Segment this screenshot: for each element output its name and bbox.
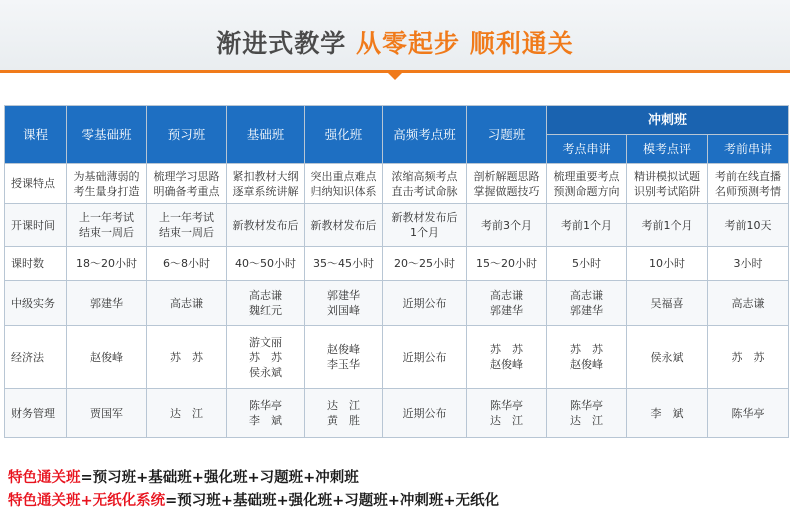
- table-cell: 20～25小时: [383, 247, 467, 281]
- header-corner: 课程: [5, 106, 67, 164]
- table-cell: 上一年考试 结束一周后: [67, 204, 147, 247]
- table-cell: 考前10天: [708, 204, 789, 247]
- table-cell: 陈华亭: [708, 389, 789, 438]
- footer-line-2: [8, 489, 499, 510]
- table-cell: 浓缩高频考点 直击考试命脉: [383, 164, 467, 204]
- table-cell: 李 斌: [627, 389, 708, 438]
- header-class-3: 强化班: [305, 106, 383, 164]
- table-row: [5, 281, 789, 326]
- table-cell: 剖析解题思路 掌握做题技巧: [467, 164, 547, 204]
- row-header: 中级实务: [5, 281, 67, 326]
- table-cell: 高志谦 郭建华: [547, 281, 627, 326]
- row-header: 财务管理: [5, 389, 67, 438]
- table-cell: 近期公布: [383, 281, 467, 326]
- header-sprint-sub-1: 模考点评: [627, 135, 708, 164]
- table-row: [5, 389, 789, 438]
- table-cell: 10小时: [627, 247, 708, 281]
- header-class-5: 习题班: [467, 106, 547, 164]
- table-cell: 贾国军: [67, 389, 147, 438]
- table-cell: 陈华亭 达 江: [467, 389, 547, 438]
- table-cell: 紧扣教材大纲 逐章系统讲解: [227, 164, 305, 204]
- title-divider-arrow: [387, 72, 403, 80]
- page-title: [0, 24, 790, 60]
- footer-line-1-text: =预习班+基础班+强化班+习题班+冲刺班: [80, 470, 359, 486]
- table-cell: 陈华亭 李 斌: [227, 389, 305, 438]
- table-cell: 苏 苏: [708, 326, 789, 389]
- footer-line-1: [8, 466, 359, 487]
- table-cell: 新教材发布后 1个月: [383, 204, 467, 247]
- table-cell: 近期公布: [383, 389, 467, 438]
- table-cell: 18～20小时: [67, 247, 147, 281]
- table-cell: 3小时: [708, 247, 789, 281]
- course-table: [4, 105, 789, 438]
- table-cell: 6～8小时: [147, 247, 227, 281]
- title-part1: 渐进式教学: [216, 29, 347, 58]
- row-header: 授课特点: [5, 164, 67, 204]
- row-header: 开课时间: [5, 204, 67, 247]
- table-cell: 35～45小时: [305, 247, 383, 281]
- table-cell: 梳理重要考点 预测命题方向: [547, 164, 627, 204]
- table-cell: 新教材发布后: [305, 204, 383, 247]
- table-cell: 苏 苏 赵俊峰: [467, 326, 547, 389]
- table-cell: 苏 苏 赵俊峰: [547, 326, 627, 389]
- header-sprint-sub-0: 考点串讲: [547, 135, 627, 164]
- table-cell: 高志谦 魏红元: [227, 281, 305, 326]
- title-part2: 从零起步 顺利通关: [356, 29, 574, 58]
- row-header: 课时数: [5, 247, 67, 281]
- table-cell: 高志谦 郭建华: [467, 281, 547, 326]
- footer-line-2-text: =预习班+基础班+强化班+习题班+冲刺班+无纸化: [165, 493, 500, 509]
- header-class-1: 预习班: [147, 106, 227, 164]
- footer-line-2-label: 特色通关班+无纸化系统: [8, 493, 166, 509]
- table-cell: 上一年考试 结束一周后: [147, 204, 227, 247]
- table-cell: 考前1个月: [547, 204, 627, 247]
- table-cell: 考前3个月: [467, 204, 547, 247]
- table-cell: 苏 苏: [147, 326, 227, 389]
- table-cell: 近期公布: [383, 326, 467, 389]
- table-cell: 15～20小时: [467, 247, 547, 281]
- table-cell: 5小时: [547, 247, 627, 281]
- header-class-0: 零基础班: [67, 106, 147, 164]
- table-cell: 新教材发布后: [227, 204, 305, 247]
- table-cell: 高志谦: [147, 281, 227, 326]
- row-header: 经济法: [5, 326, 67, 389]
- table-cell: 达 江: [147, 389, 227, 438]
- footer-line-1-label: 特色通关班: [8, 470, 81, 486]
- table-row: [5, 164, 789, 204]
- table-cell: 陈华亭 达 江: [547, 389, 627, 438]
- table-cell: 赵俊峰 李玉华: [305, 326, 383, 389]
- table-cell: 郭建华 刘国峰: [305, 281, 383, 326]
- table-body: [5, 164, 789, 438]
- table-cell: 突出重点难点 归纳知识体系: [305, 164, 383, 204]
- table-cell: 赵俊峰: [67, 326, 147, 389]
- table-cell: 高志谦: [708, 281, 789, 326]
- table-cell: 精讲模拟试题 识别考试陷阱: [627, 164, 708, 204]
- header-class-4: 高频考点班: [383, 106, 467, 164]
- table-row: [5, 204, 789, 247]
- table-row: [5, 247, 789, 281]
- table-cell: 吴福喜: [627, 281, 708, 326]
- table-cell: 40～50小时: [227, 247, 305, 281]
- table-cell: 达 江 黄 胜: [305, 389, 383, 438]
- table-cell: 为基础薄弱的 考生量身打造: [67, 164, 147, 204]
- header-sprint-group: 冲刺班: [547, 106, 789, 135]
- table-cell: 侯永斌: [627, 326, 708, 389]
- table-cell: 游文丽 苏 苏 侯永斌: [227, 326, 305, 389]
- header-sprint-sub-2: 考前串讲: [708, 135, 789, 164]
- table-cell: 考前在线直播 名师预测考情: [708, 164, 789, 204]
- table-cell: 考前1个月: [627, 204, 708, 247]
- table-cell: 郭建华: [67, 281, 147, 326]
- header-class-2: 基础班: [227, 106, 305, 164]
- table-cell: 梳理学习思路 明确备考重点: [147, 164, 227, 204]
- table-row: [5, 326, 789, 389]
